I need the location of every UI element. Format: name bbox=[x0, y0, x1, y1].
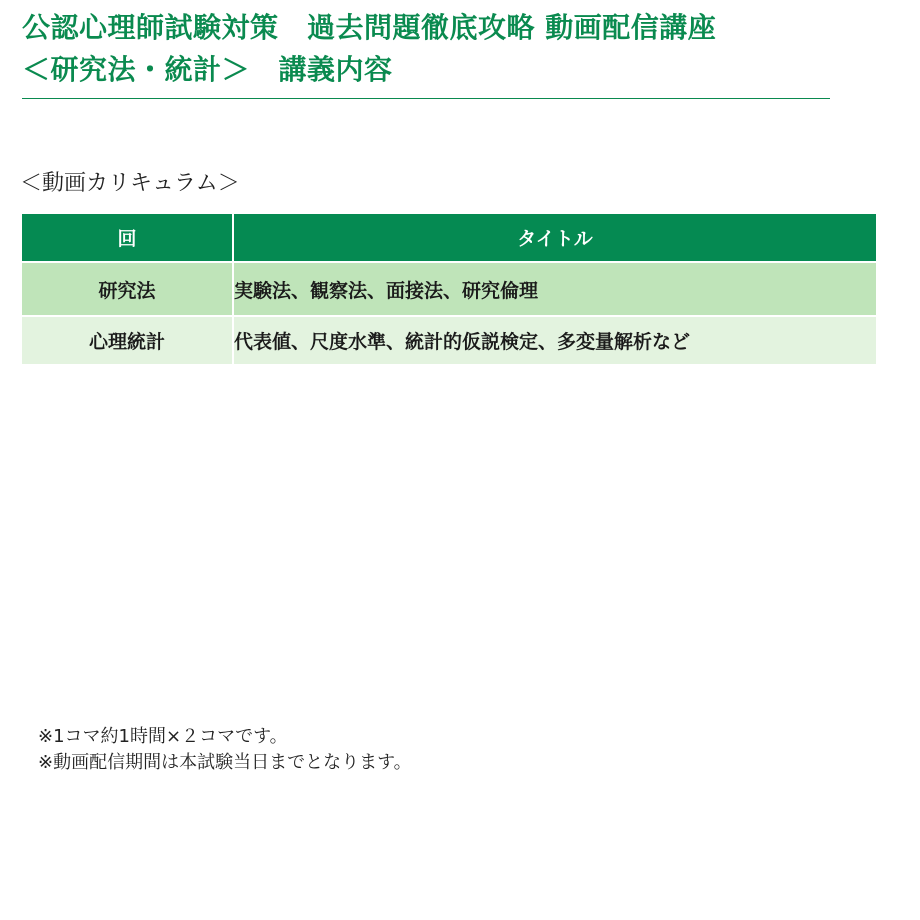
table-row bbox=[22, 262, 877, 316]
notes bbox=[38, 724, 412, 776]
curriculum-table bbox=[22, 214, 878, 366]
table-header-row bbox=[22, 214, 877, 262]
page-title-line1: 公認心理師試験対策 過去問題徹底攻略 動画配信講座 bbox=[22, 11, 717, 44]
page-title-line2: ＜研究法・統計＞ 講義内容 bbox=[22, 53, 393, 86]
column-header-session: 回 bbox=[22, 214, 233, 262]
row-session-cell: 心理統計 bbox=[22, 316, 233, 365]
note-session-length: ※1コマ約1時間×２コマです。 bbox=[38, 726, 288, 747]
row-title-cell: 実験法、観察法、面接法、研究倫理 bbox=[233, 262, 877, 316]
title-divider bbox=[22, 98, 830, 99]
table-row bbox=[22, 316, 877, 365]
row-session-cell: 研究法 bbox=[22, 262, 233, 316]
row-title-cell: 代表値、尺度水準、統計的仮説検定、多変量解析など bbox=[233, 316, 877, 365]
curriculum-heading: ＜動画カリキュラム＞ bbox=[20, 171, 240, 196]
column-header-title: タイトル bbox=[233, 214, 877, 262]
note-delivery-period: ※動画配信期間は本試験当日までとなります。 bbox=[38, 752, 412, 773]
